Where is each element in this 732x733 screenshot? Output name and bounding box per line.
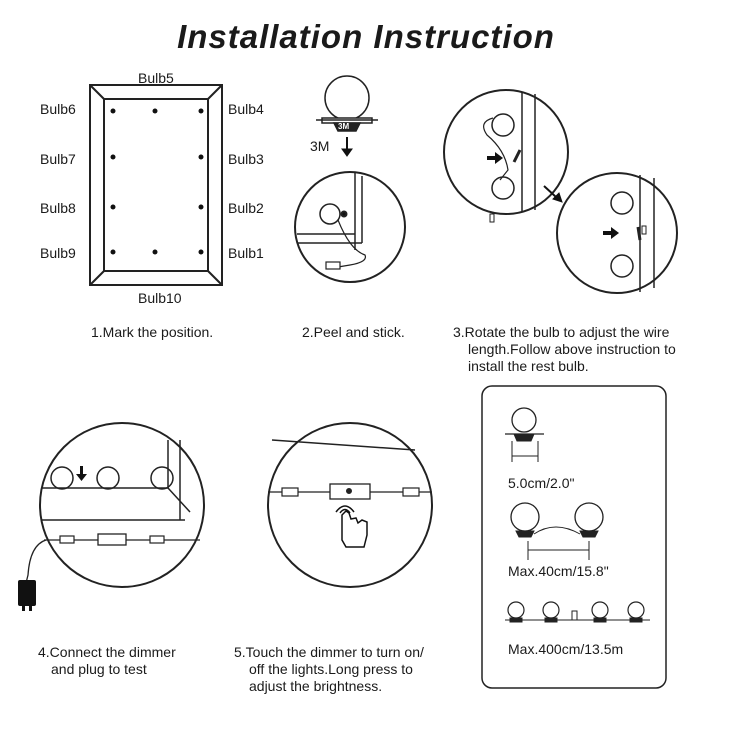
right-arrow-icon — [487, 152, 503, 164]
bulb3-label: Bulb3 — [228, 151, 264, 167]
bulb5-label: Bulb5 — [138, 70, 174, 86]
bulb8-label: Bulb8 — [40, 200, 76, 216]
step3-line1: 3.Rotate the bulb to adjust the wire — [453, 324, 670, 340]
power-plug-icon — [18, 580, 36, 611]
page-title: Installation Instruction — [177, 18, 555, 55]
right-arrow-icon-2 — [603, 227, 619, 239]
spec-bulb-size-diagram — [505, 408, 544, 462]
step1-caption: 1.Mark the position. — [91, 324, 214, 340]
step2-caption: 2.Peel and stick. — [302, 324, 405, 340]
step4-caption — [38, 644, 176, 678]
mirror-frame — [90, 85, 222, 285]
down-arrow-icon — [342, 137, 352, 156]
spec-bulb-size: 5.0cm/2.0" — [508, 475, 575, 491]
bulb2-label: Bulb2 — [228, 200, 264, 216]
rotate-detail-circle-1 — [444, 90, 568, 214]
step5-line2: off the lights.Long press to — [249, 661, 413, 677]
step3-line2: length.Follow above instruction to — [468, 341, 676, 357]
spec-total-length: Max.400cm/13.5m — [508, 641, 624, 657]
stick-detail-circle — [295, 172, 405, 282]
bulb9-label: Bulb9 — [40, 245, 76, 261]
step3-caption — [453, 324, 676, 375]
bulb10-label: Bulb10 — [138, 290, 182, 306]
touch-detail-circle — [268, 423, 432, 587]
step4-line1: 4.Connect the dimmer — [38, 644, 176, 660]
touch-hand-icon — [336, 506, 367, 547]
tape-label: 3M — [310, 138, 330, 154]
step4-line2: and plug to test — [51, 661, 147, 677]
bulb7-label: Bulb7 — [40, 151, 76, 167]
bulb4-label: Bulb4 — [228, 101, 264, 117]
down-arrow-icon-2 — [76, 466, 87, 481]
spec-spacing-diagram — [511, 503, 603, 560]
bulb6-label: Bulb6 — [40, 101, 76, 117]
bulb1-label: Bulb1 — [228, 245, 264, 261]
small-connector-icons — [490, 214, 646, 234]
dimmer-detail-circle — [26, 423, 204, 587]
bulb-position-dots — [111, 109, 204, 255]
spec-bulb-spacing: Max.40cm/15.8" — [508, 563, 609, 579]
spec-string-diagram — [505, 602, 650, 622]
step5-line3: adjust the brightness. — [249, 678, 383, 694]
step3-line3: install the rest bulb. — [468, 358, 589, 374]
step5-caption — [234, 644, 424, 695]
tape-badge: 3M — [338, 122, 350, 131]
step5-line1: 5.Touch the dimmer to turn on/ — [234, 644, 424, 660]
